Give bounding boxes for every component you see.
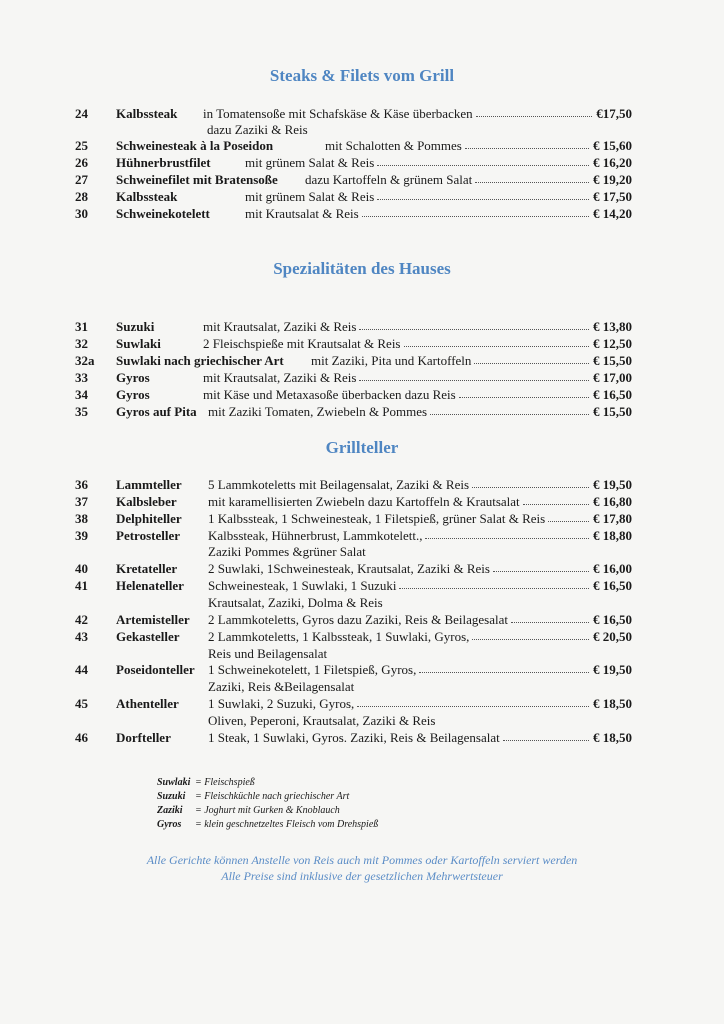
item-name: Kretateller bbox=[116, 561, 178, 576]
item-number: 33 bbox=[75, 370, 88, 385]
item-price: € 16,50 bbox=[593, 387, 632, 402]
item-name: Gekasteller bbox=[116, 629, 180, 644]
item-price: € 18,50 bbox=[593, 730, 632, 745]
item-price: € 17,50 bbox=[593, 189, 632, 204]
dotted-leader bbox=[476, 105, 592, 117]
menu-item bbox=[0, 403, 724, 420]
item-number: 42 bbox=[75, 612, 88, 627]
dotted-leader bbox=[359, 369, 589, 381]
item-description: 2 Lammkoteletts, 1 Kalbssteak, 1 Suwlaki, Gyros, bbox=[208, 629, 470, 644]
item-price: €17,50 bbox=[596, 106, 632, 121]
item-description: mit grünem Salat & Reis bbox=[245, 189, 375, 204]
glossary-term: Zaziki bbox=[157, 805, 183, 816]
glossary-term: Suzuki bbox=[157, 791, 186, 802]
item-number: 26 bbox=[75, 155, 88, 170]
dotted-leader bbox=[362, 205, 589, 217]
item-number: 35 bbox=[75, 404, 88, 419]
item-number: 38 bbox=[75, 511, 88, 526]
glossary-definition: = klein geschnetzeltes Fleisch vom Drehspieß bbox=[195, 819, 379, 830]
item-description: mit Zaziki Tomaten, Zwiebeln & Pommes bbox=[208, 404, 428, 419]
dotted-leader bbox=[472, 476, 589, 488]
dotted-leader bbox=[503, 729, 589, 741]
menu-item bbox=[0, 188, 724, 205]
item-number: 44 bbox=[75, 662, 88, 677]
item-description-continued: Oliven, Peperoni, Krautsalat, Zaziki & Reis bbox=[208, 713, 436, 728]
item-name: Gyros bbox=[116, 387, 150, 402]
item-number: 31 bbox=[75, 319, 88, 334]
dotted-leader bbox=[430, 403, 589, 415]
menu-item bbox=[0, 729, 724, 746]
section-title-grill: Grillteller bbox=[325, 438, 399, 457]
item-description: mit Krautsalat, Zaziki & Reis bbox=[203, 319, 357, 334]
menu-item bbox=[0, 476, 724, 493]
dotted-leader bbox=[359, 318, 589, 330]
dotted-leader bbox=[475, 171, 589, 183]
dotted-leader bbox=[465, 137, 589, 149]
item-description: Kalbssteak, Hühnerbrust, Lammkotelett., bbox=[208, 528, 423, 543]
item-number: 36 bbox=[75, 477, 88, 492]
item-description-continued: Zaziki, Reis &Beilagensalat bbox=[208, 679, 355, 694]
item-price: € 13,80 bbox=[593, 319, 632, 334]
menu-item bbox=[0, 105, 724, 122]
item-description: 1 Steak, 1 Suwlaki, Gyros. Zaziki, Reis & Beilagensalat bbox=[208, 730, 500, 745]
item-price: € 19,50 bbox=[593, 662, 632, 677]
item-price: € 16,50 bbox=[593, 612, 632, 627]
item-name: Artemisteller bbox=[116, 612, 190, 627]
menu-item bbox=[0, 154, 724, 171]
glossary-entry bbox=[157, 818, 378, 832]
menu-item bbox=[0, 369, 724, 386]
menu-item bbox=[0, 205, 724, 222]
item-number: 32 bbox=[75, 336, 88, 351]
item-description: mit Käse und Metaxasoße überbacken dazu Reis bbox=[203, 387, 456, 402]
glossary-term: Gyros bbox=[157, 819, 182, 830]
item-price: € 12,50 bbox=[593, 336, 632, 351]
item-name: Gyros bbox=[116, 370, 150, 385]
menu-item bbox=[0, 628, 724, 645]
item-number: 39 bbox=[75, 528, 88, 543]
menu-item bbox=[0, 695, 724, 712]
item-price: € 16,00 bbox=[593, 561, 632, 576]
item-price: € 17,80 bbox=[593, 511, 632, 526]
menu-item bbox=[0, 560, 724, 577]
item-name: Dorfteller bbox=[116, 730, 171, 745]
item-number: 28 bbox=[75, 189, 88, 204]
item-name: Kalbsleber bbox=[116, 494, 177, 509]
item-description: dazu Kartoffeln & grünem Salat bbox=[305, 172, 473, 187]
item-price: € 18,50 bbox=[593, 696, 632, 711]
menu-item bbox=[0, 318, 724, 335]
item-name: Athenteller bbox=[116, 696, 179, 711]
glossary-definition: = Fleischspieß bbox=[195, 777, 255, 788]
dotted-leader bbox=[548, 510, 589, 522]
item-description: mit karamellisierten Zwiebeln dazu Kartoffeln & Krautsalat bbox=[208, 494, 520, 509]
menu-item bbox=[0, 352, 724, 369]
item-description-continued: dazu Zaziki & Reis bbox=[207, 122, 308, 137]
dotted-leader bbox=[399, 577, 589, 589]
item-description: 1 Schweinekotelett, 1 Filetspieß, Gyros, bbox=[208, 662, 417, 677]
dotted-leader bbox=[511, 611, 589, 623]
item-price: € 20,50 bbox=[593, 629, 632, 644]
item-price: € 15,50 bbox=[593, 404, 632, 419]
item-name: Schweinesteak à la Poseidon bbox=[116, 138, 274, 153]
glossary-definition: = Joghurt mit Gurken & Knoblauch bbox=[195, 805, 340, 816]
item-description: mit Krautsalat, Zaziki & Reis bbox=[203, 370, 357, 385]
item-number: 34 bbox=[75, 387, 88, 402]
item-number: 25 bbox=[75, 138, 88, 153]
footnote-vat: Alle Preise sind inklusive der gesetzlichen Mehrwertsteuer bbox=[221, 869, 503, 883]
section-title-spezial: Spezialitäten des Hauses bbox=[273, 259, 451, 278]
dotted-leader bbox=[377, 188, 589, 200]
item-description-continued: Reis und Beilagensalat bbox=[208, 646, 328, 661]
item-name: Suzuki bbox=[116, 319, 155, 334]
menu-item bbox=[0, 386, 724, 403]
item-price: € 18,80 bbox=[593, 528, 632, 543]
item-description: 1 Kalbssteak, 1 Schweinesteak, 1 Filetspieß, grüner Salat & Reis bbox=[208, 511, 546, 526]
menu-item bbox=[0, 335, 724, 352]
item-price: € 17,00 bbox=[593, 370, 632, 385]
glossary-entry bbox=[157, 790, 378, 804]
item-description: 2 Lammkoteletts, Gyros dazu Zaziki, Reis & Beilagesalat bbox=[208, 612, 509, 627]
item-name: Petrosteller bbox=[116, 528, 180, 543]
item-description: mit Schalotten & Pommes bbox=[325, 138, 462, 153]
footnote-sides: Alle Gerichte können Anstelle von Reis auch mit Pommes oder Kartoffeln serviert werden bbox=[146, 853, 578, 867]
item-description: 2 Fleischspieße mit Krautsalat & Reis bbox=[203, 336, 401, 351]
menu-item bbox=[0, 510, 724, 527]
item-description: mit grünem Salat & Reis bbox=[245, 155, 375, 170]
dotted-leader bbox=[377, 154, 589, 166]
item-number: 32a bbox=[75, 353, 95, 368]
dotted-leader bbox=[425, 527, 589, 539]
item-description: 1 Suwlaki, 2 Suzuki, Gyros, bbox=[208, 696, 355, 711]
item-number: 43 bbox=[75, 629, 88, 644]
item-number: 40 bbox=[75, 561, 88, 576]
item-name: Poseidonteller bbox=[116, 662, 195, 677]
item-price: € 14,20 bbox=[593, 206, 632, 221]
item-number: 27 bbox=[75, 172, 88, 187]
menu-item bbox=[0, 137, 724, 154]
item-description-continued: Krautsalat, Zaziki, Dolma & Reis bbox=[208, 595, 383, 610]
dotted-leader bbox=[419, 661, 589, 673]
dotted-leader bbox=[404, 335, 589, 347]
item-price: € 15,60 bbox=[593, 138, 632, 153]
item-name: Suwlaki nach griechischer Art bbox=[116, 353, 284, 368]
item-name: Hühnerbrustfilet bbox=[116, 155, 211, 170]
item-name: Schweinekotelett bbox=[116, 206, 210, 221]
item-number: 24 bbox=[75, 106, 88, 121]
item-price: € 16,20 bbox=[593, 155, 632, 170]
menu-item bbox=[0, 493, 724, 510]
glossary-entry bbox=[157, 776, 378, 790]
dotted-leader bbox=[474, 352, 589, 364]
item-name: Helenateller bbox=[116, 578, 184, 593]
item-number: 30 bbox=[75, 206, 88, 221]
menu-item bbox=[0, 611, 724, 628]
item-price: € 19,50 bbox=[593, 477, 632, 492]
menu-item bbox=[0, 527, 724, 544]
item-name: Kalbssteak bbox=[116, 189, 178, 204]
item-name: Delphiteller bbox=[116, 511, 182, 526]
item-description: in Tomatensoße mit Schafskäse & Käse überbacken bbox=[203, 106, 473, 121]
item-name: Kalbssteak bbox=[116, 106, 178, 121]
menu-item bbox=[0, 171, 724, 188]
item-name: Gyros auf Pita bbox=[116, 404, 197, 419]
item-name: Schweinefilet mit Bratensoße bbox=[116, 172, 278, 187]
item-description: mit Krautsalat & Reis bbox=[245, 206, 359, 221]
section-title-steaks: Steaks & Filets vom Grill bbox=[269, 66, 455, 85]
item-price: € 19,20 bbox=[593, 172, 632, 187]
menu-item bbox=[0, 661, 724, 678]
item-number: 41 bbox=[75, 578, 88, 593]
glossary-definition: = Fleischküchle nach griechischer Art bbox=[195, 791, 350, 802]
glossary bbox=[157, 776, 378, 832]
menu-item bbox=[0, 577, 724, 594]
item-description: mit Zaziki, Pita und Kartoffeln bbox=[311, 353, 472, 368]
item-price: € 16,80 bbox=[593, 494, 632, 509]
dotted-leader bbox=[459, 386, 589, 398]
dotted-leader bbox=[357, 695, 589, 707]
item-description-continued: Zaziki Pommes &grüner Salat bbox=[208, 544, 366, 559]
dotted-leader bbox=[472, 628, 589, 640]
item-price: € 16,50 bbox=[593, 578, 632, 593]
item-description: 5 Lammkoteletts mit Beilagensalat, Zaziki & Reis bbox=[208, 477, 470, 492]
item-name: Lammteller bbox=[116, 477, 182, 492]
item-description: 2 Suwlaki, 1Schweinesteak, Krautsalat, Zaziki & Reis bbox=[208, 561, 490, 576]
item-number: 46 bbox=[75, 730, 88, 745]
item-price: € 15,50 bbox=[593, 353, 632, 368]
glossary-entry bbox=[157, 804, 378, 818]
glossary-term: Suwlaki bbox=[157, 777, 191, 788]
item-name: Suwlaki bbox=[116, 336, 161, 351]
item-description: Schweinesteak, 1 Suwlaki, 1 Suzuki bbox=[208, 578, 397, 593]
item-number: 45 bbox=[75, 696, 88, 711]
item-number: 37 bbox=[75, 494, 88, 509]
dotted-leader bbox=[523, 493, 589, 505]
dotted-leader bbox=[493, 560, 589, 572]
